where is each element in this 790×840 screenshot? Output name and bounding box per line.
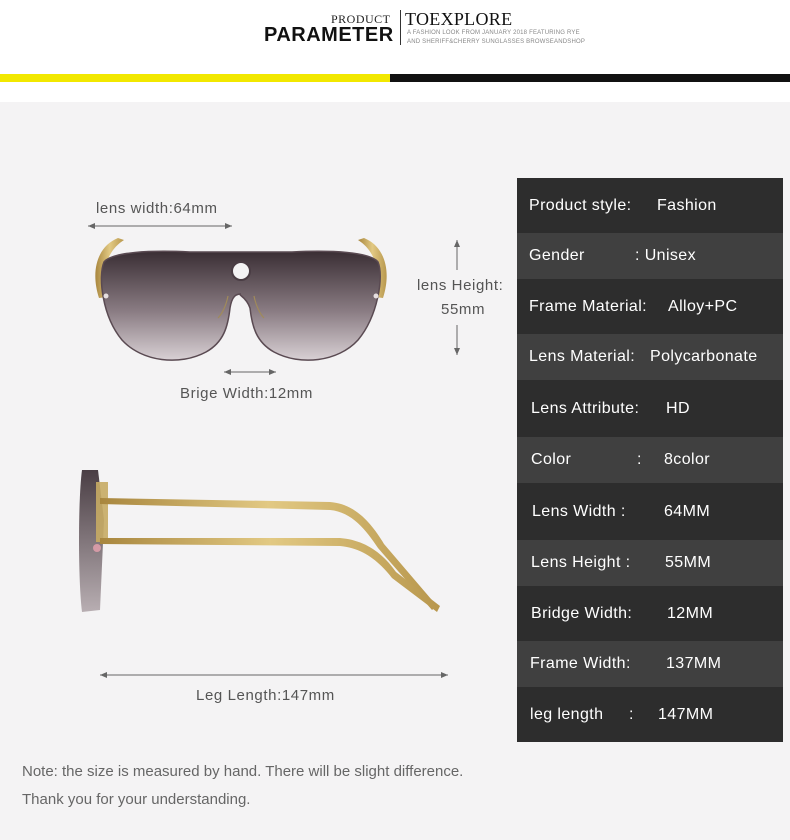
spec-value: 64MM [664, 502, 711, 520]
spec-row-product-style [517, 178, 783, 233]
spec-label: Bridge Width: [531, 604, 633, 622]
leg-length-dimension [100, 672, 448, 678]
header-parameter-label: PARAMETER [264, 24, 394, 46]
spec-row-color [517, 437, 783, 483]
spec-value: Alloy+PC [668, 297, 738, 315]
spec-label: Lens Material: [529, 348, 636, 365]
spec-label: leg length [530, 705, 604, 723]
lens-height-dimension [454, 240, 460, 355]
upper-temple-arm [100, 498, 437, 610]
spec-separator: : [629, 705, 634, 723]
measurement-note: Note: the size is measured by hand. There will be slight difference. [22, 763, 464, 780]
specifications-panel [517, 178, 783, 742]
front-view-sunglasses [95, 238, 386, 360]
lens-height-label-line2: 55mm [441, 301, 486, 318]
thank-you-note: Thank you for your understanding. [22, 791, 251, 808]
spec-value: Polycarbonate [650, 348, 758, 365]
lens-height-label-line1: lens Height: [417, 277, 504, 294]
spec-separator: : [637, 451, 642, 468]
spec-value: 147MM [658, 705, 714, 723]
bridge-ring [232, 262, 250, 280]
bridge-width-label: Brige Width:12mm [180, 385, 313, 402]
spec-row-leg-length [517, 687, 783, 742]
spec-label: Product style: [529, 196, 632, 214]
spec-label: Frame Material: [529, 297, 648, 315]
spec-row-lens-material [517, 334, 783, 380]
spec-value: Fashion [657, 196, 717, 214]
spec-value: 137MM [666, 655, 722, 672]
brand-name: TOEXPLORE [405, 9, 513, 29]
spec-row-gender [517, 233, 783, 279]
spec-row-frame-width [517, 641, 783, 687]
spec-row-lens-height [517, 540, 783, 586]
right-screw [374, 294, 379, 299]
lens-width-label: lens width:64mm [96, 200, 218, 217]
leg-length-label: Leg Length:147mm [196, 687, 335, 704]
spec-label: Lens Attribute: [531, 399, 640, 417]
spec-value: 12MM [667, 604, 714, 622]
spec-row-bridge-width [517, 586, 783, 641]
spec-row-lens-width [517, 483, 783, 540]
spec-value: 8color [664, 451, 710, 468]
spec-value: : Unisex [635, 247, 696, 264]
brand-tagline-line2: AND SHERIFF&CHERRY SUNGLASSES BROWSEANDSHOP [407, 39, 586, 45]
left-screw [104, 294, 109, 299]
lens-width-dimension [88, 223, 232, 229]
spec-label: Lens Width : [532, 502, 626, 520]
spec-row-frame-material [517, 279, 783, 334]
bridge-width-dimension [224, 369, 276, 375]
lower-temple-arm [100, 538, 440, 612]
spec-label: Frame Width: [530, 655, 631, 672]
spec-label: Color [531, 451, 572, 468]
spec-label: Gender [529, 247, 585, 264]
side-view-sunglasses [79, 470, 440, 612]
side-hinge [93, 544, 101, 552]
spec-label: Lens Height : [531, 554, 631, 571]
brand-tagline-line1: A FASHION LOOK FROM JANUARY 2018 FEATURING RYE [407, 30, 580, 36]
spec-value: HD [666, 399, 690, 417]
spec-row-lens-attribute [517, 380, 783, 437]
header-product-label: PRODUCT [331, 12, 391, 26]
spec-value: 55MM [665, 554, 712, 571]
